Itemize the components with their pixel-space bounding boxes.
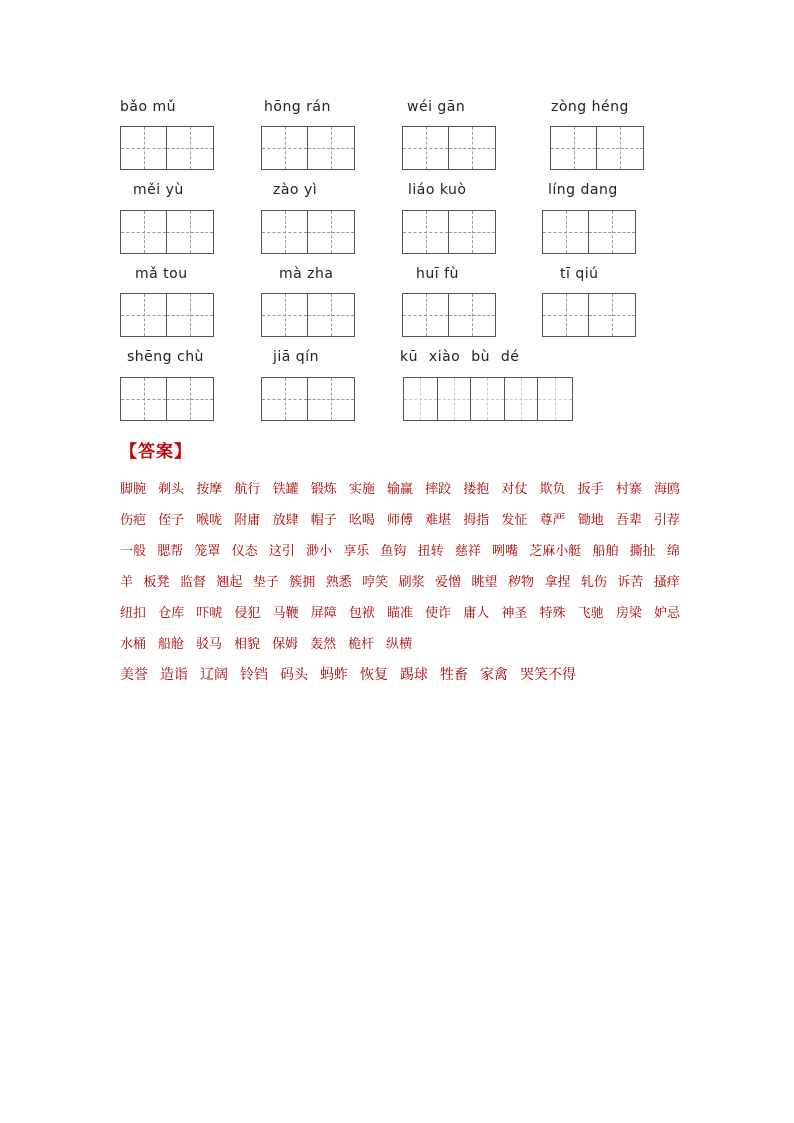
answer-line: [120, 660, 680, 691]
pinyin-label: mà zha: [279, 266, 334, 282]
writing-grid[interactable]: [120, 210, 214, 254]
answer-word: 瞄准: [386, 606, 413, 621]
answer-word: 踢球: [400, 667, 428, 683]
answer-word: 包袱: [348, 606, 375, 621]
answer-word: 搔痒: [653, 575, 680, 590]
pinyin-label: hōng rán: [264, 99, 331, 115]
answer-word: 尊严: [539, 513, 566, 528]
answer-word: 驳马: [196, 637, 223, 652]
pinyin-label: shēng chù: [127, 349, 204, 365]
answer-word: 咧嘴: [492, 544, 519, 559]
answer-word: 鱼钩: [380, 544, 407, 559]
answer-word: 航行: [234, 482, 261, 497]
writing-grid[interactable]: [403, 377, 573, 421]
pinyin-label: líng dang: [548, 182, 618, 198]
answer-word: 锻炼: [310, 482, 337, 497]
answer-word: 侵犯: [234, 606, 261, 621]
writing-grid[interactable]: [402, 210, 496, 254]
writing-grid[interactable]: [120, 293, 214, 337]
answer-word: 附庸: [234, 513, 261, 528]
answer-word: 一般: [120, 544, 147, 559]
answer-word: 牲畜: [440, 667, 468, 683]
answer-word: 发怔: [501, 513, 528, 528]
answer-word: 轰然: [310, 637, 337, 652]
answer-word: 簇拥: [289, 575, 316, 590]
answer-word: 拇指: [463, 513, 490, 528]
answer-word: 拿捏: [544, 575, 571, 590]
answer-word: 欺负: [539, 482, 566, 497]
answer-word: 秽物: [507, 575, 534, 590]
answer-word: 船舱: [158, 637, 185, 652]
pinyin-label: zào yì: [273, 182, 318, 198]
answer-word: 笼罩: [194, 544, 221, 559]
pinyin-label: kū xiào bù dé: [400, 349, 520, 365]
answer-word: 马鞭: [272, 606, 299, 621]
answer-word: 难堪: [425, 513, 452, 528]
writing-grid[interactable]: [550, 126, 644, 170]
answer-word: 熟悉: [325, 575, 352, 590]
writing-grid[interactable]: [402, 126, 496, 170]
answer-word: 慈祥: [454, 544, 481, 559]
answer-word: 特殊: [539, 606, 566, 621]
writing-grid[interactable]: [261, 126, 355, 170]
answer-word: 使诈: [425, 606, 452, 621]
answer-word: 家禽: [480, 667, 508, 683]
answer-word: 妒忌: [653, 606, 680, 621]
pinyin-label: měi yù: [133, 182, 184, 198]
answer-word: 轧伤: [580, 575, 607, 590]
pinyin-label: bǎo mǔ: [120, 99, 176, 115]
answer-word: 摔跤: [425, 482, 452, 497]
answer-word: 引荐: [653, 513, 680, 528]
answer-word: 纵横: [386, 637, 413, 652]
answer-word: 搂抱: [463, 482, 490, 497]
answer-word: 吾辈: [615, 513, 642, 528]
answer-word: 放肆: [272, 513, 299, 528]
writing-grid[interactable]: [261, 210, 355, 254]
answer-word: 桅杆: [348, 637, 375, 652]
pinyin-label: liáo kuò: [408, 182, 467, 198]
answer-word: 仓库: [158, 606, 185, 621]
answer-word: 眺望: [471, 575, 498, 590]
answer-word: 哭笑不得: [520, 667, 576, 683]
answer-word: 仪态: [231, 544, 258, 559]
answer-word: 锄地: [577, 513, 604, 528]
answer-word: 哼笑: [362, 575, 389, 590]
answer-word: 扭转: [417, 544, 444, 559]
pinyin-label: zòng héng: [551, 99, 629, 115]
answer-word: 村寨: [615, 482, 642, 497]
writing-grid[interactable]: [120, 377, 214, 421]
answer-line: [120, 505, 680, 536]
writing-grid[interactable]: [120, 126, 214, 170]
writing-grid[interactable]: [542, 293, 636, 337]
answer-word: 庸人: [463, 606, 490, 621]
answer-word: 神圣: [501, 606, 528, 621]
answer-line: [120, 567, 680, 598]
answer-word: 对仗: [501, 482, 528, 497]
answer-word: 芝麻小艇: [529, 544, 582, 559]
answer-word: 剃头: [158, 482, 185, 497]
answer-word: 铃铛: [240, 667, 268, 683]
answer-word: 伤疤: [120, 513, 147, 528]
answer-word: 吆喝: [348, 513, 375, 528]
answer-word: 诉苦: [617, 575, 644, 590]
answer-line: [120, 536, 680, 567]
answer-word: 板凳: [143, 575, 170, 590]
answer-word: 造诣: [160, 667, 188, 683]
answer-line: [120, 629, 680, 660]
answer-word: 师傅: [386, 513, 413, 528]
answer-word: 纽扣: [120, 606, 147, 621]
answer-word: 吓唬: [196, 606, 223, 621]
answer-line: [120, 474, 680, 505]
answer-list: [120, 474, 680, 691]
answer-word: 美誉: [120, 667, 148, 683]
pinyin-label: huī fù: [416, 266, 459, 282]
answer-word: 监督: [179, 575, 206, 590]
answer-word: 码头: [280, 667, 308, 683]
answer-word: 刷浆: [398, 575, 425, 590]
writing-grid[interactable]: [402, 293, 496, 337]
answer-word: 相貌: [234, 637, 261, 652]
pinyin-label: tī qiú: [560, 266, 599, 282]
answer-word: 绵: [666, 544, 680, 559]
answer-word: 羊: [120, 575, 134, 590]
writing-grid[interactable]: [261, 293, 355, 337]
answer-word: 垫子: [252, 575, 279, 590]
answer-heading: 【答案】: [120, 442, 192, 462]
answer-word: 蚂蚱: [320, 667, 348, 683]
answer-word: 实施: [348, 482, 375, 497]
answer-word: 脚腕: [120, 482, 147, 497]
pinyin-label: mǎ tou: [135, 266, 188, 282]
answer-word: 侄子: [158, 513, 185, 528]
answer-word: 船舶: [592, 544, 619, 559]
writing-grid[interactable]: [261, 377, 355, 421]
answer-word: 喉咙: [196, 513, 223, 528]
answer-word: 海鸥: [653, 482, 680, 497]
answer-word: 铁罐: [272, 482, 299, 497]
answer-word: 爱憎: [435, 575, 462, 590]
pinyin-label: jiā qín: [273, 349, 319, 365]
answer-word: 帽子: [310, 513, 337, 528]
answer-word: 屏障: [310, 606, 337, 621]
answer-word: 按摩: [196, 482, 223, 497]
answer-word: 这引: [268, 544, 295, 559]
answer-word: 水桶: [120, 637, 147, 652]
answer-word: 渺小: [306, 544, 333, 559]
writing-grid[interactable]: [542, 210, 636, 254]
answer-word: 翘起: [216, 575, 243, 590]
answer-word: 飞驰: [577, 606, 604, 621]
answer-word: 享乐: [343, 544, 370, 559]
answer-word: 扳手: [577, 482, 604, 497]
answer-word: 撕扯: [629, 544, 656, 559]
answer-word: 房梁: [615, 606, 642, 621]
answer-word: 保姆: [272, 637, 299, 652]
answer-word: 输赢: [386, 482, 413, 497]
answer-word: 辽阔: [200, 667, 228, 683]
answer-word: 腮帮: [157, 544, 184, 559]
pinyin-label: wéi gān: [407, 99, 466, 115]
answer-line: [120, 598, 680, 629]
answer-word: 恢复: [360, 667, 388, 683]
